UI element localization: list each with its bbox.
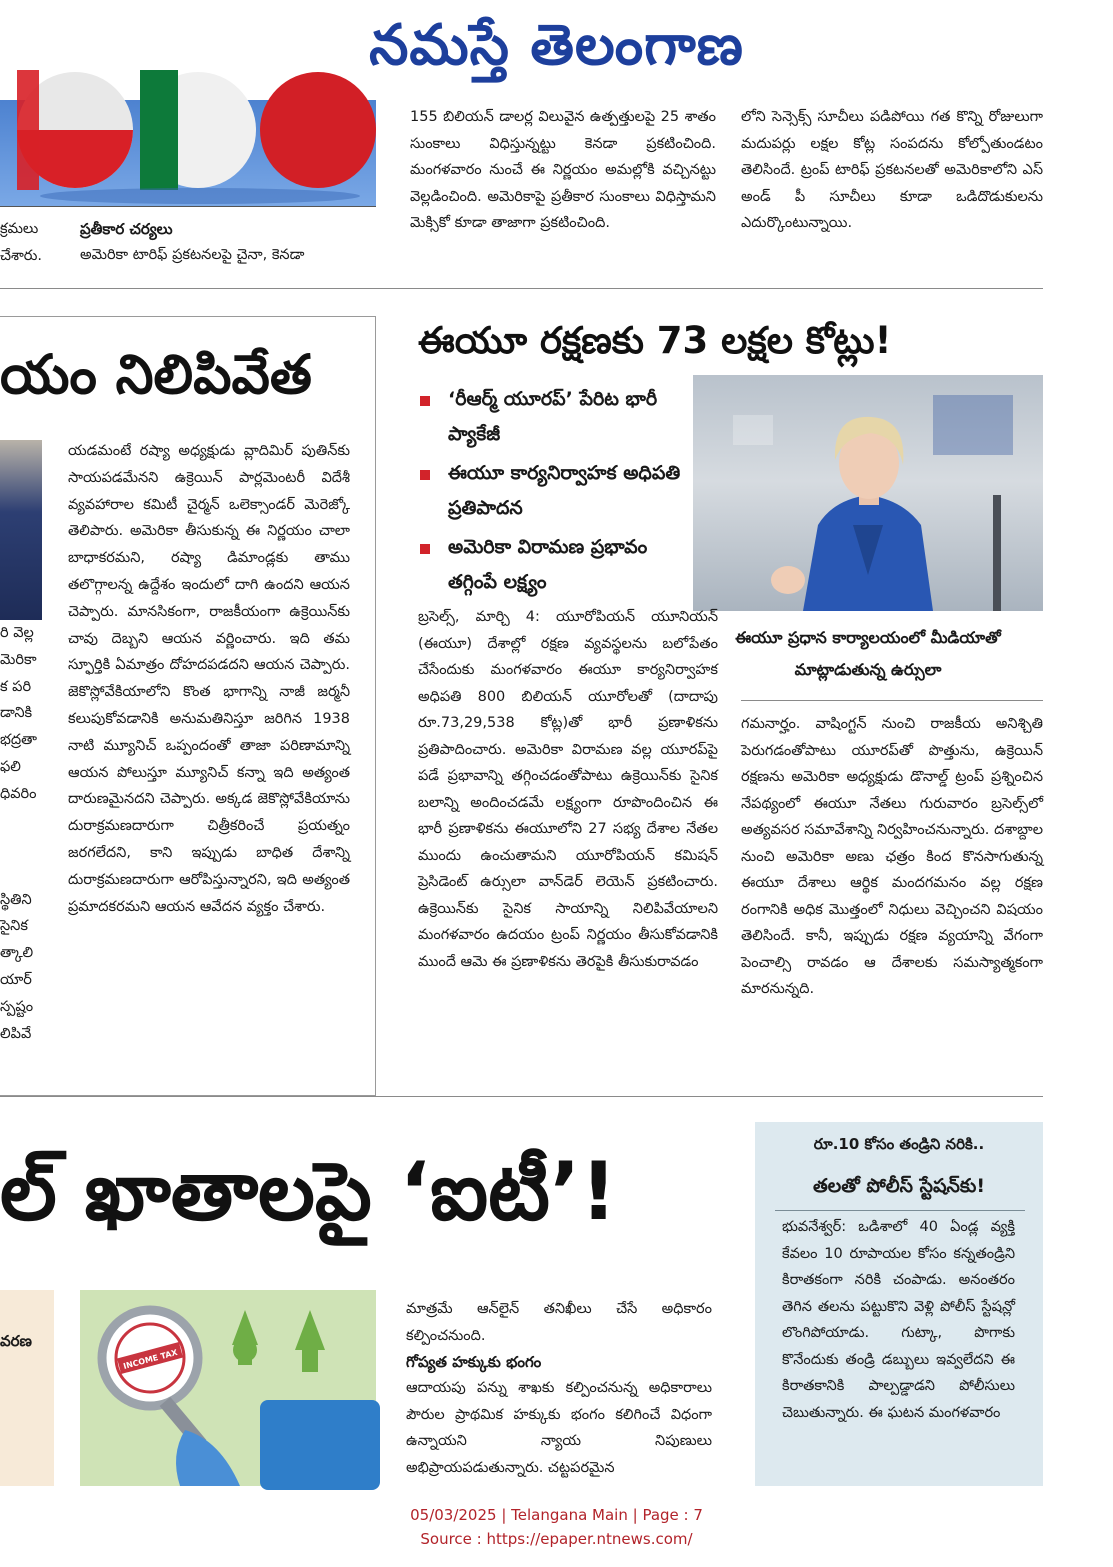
- it-story-text-2: ఆదాయపు పన్ను శాఖకు కల్పించనున్న అధికారాలు పౌరుల ప్రాథమిక హక్కుకు భంగం కలిగించే విధంగా ఉన్నాయని న్యాయ నిపుణులు అభిప్రాయపడుతున్నారు. చట్టపరమైన: [406, 1380, 712, 1476]
- eu-story-text-col1: బ్రసెల్స్, మార్చి 4: యూరోపియన్ యూనియన్ (ఈయూ) దేశాల్లో రక్షణ వ్యవస్థలను బలోపేతం చేసేందుకు మంగళవారం ఈయూ కార్యనిర్వాహక అధిపతి 800 బిలియన్ యూరోలతో (దాదాపు రూ.73,29,538 కోట్ల)తో భారీ ప్రణాళికను ప్రతిపాదించారు. అమెరికా విరామణ వల్ల యూరప్‌పై పడే ప్రభావాన్ని తగ్గించడంతోపాటు ఉక్రెయిన్‌కు సైనిక బలాన్ని అందించడమే లక్ష్యంగా రూపొందించిన ఈ భారీ ప్రణాళికను ఈయూలోని 27 సభ్య దేశాల నేతల ముందు ఉంచుతామని యూరోపియన్ కమిషన్ ప్రెసిడెంట్ ఉర్సులా వాన్‌డెర్ లెయెన్ ప్రకటించారు. ఉక్రెయిన్‌కు సైనిక సాయాన్ని నిలిపివేయాలని మంగళవారం ఉదయం ట్రంప్ నిర్ణయం తీసుకోవడానికి ముందే ఆమె ఈ ప్రణాళికను తెరపైకి తీసుకురావడం: [418, 609, 718, 970]
- brief-kicker: రూ.10 కోసం తండ్రిని నరికి..: [813, 1135, 985, 1153]
- income-tax-illustration: [80, 1290, 376, 1486]
- ursula-figure-image: [693, 375, 1043, 611]
- caption-fragment: క్రమలు: [0, 221, 39, 237]
- privacy-subheading: గోప్యత హక్కుకు భంగం: [406, 1353, 542, 1371]
- footer-source-link[interactable]: Source : https://epaper.ntnews.com/: [420, 1530, 693, 1548]
- panel-fragment-text: వరణ: [0, 1332, 32, 1350]
- it-headline: ల్ ఖాతాలపై ‘ఐటీ’!: [0, 1145, 617, 1238]
- bullet-square-icon: [420, 544, 430, 554]
- edge-fragment: డానికి: [0, 705, 33, 722]
- edge-fragment: ధివరిం: [0, 785, 37, 802]
- brief-text: భువనేశ్వర్: ఒడిశాలో 40 ఏండ్ల వ్యక్తి కేవలం 10 రూపాయల కోసం కన్నతండ్రిని కిరాతకంగా నరికి చంపాడు. అనంతరం తెగిన తలను పట్టుకొని వెళ్లి పోలీస్ స్టేషన్లో లొంగిపోయాడు. గుట్కా, పొగాకు కొనేందుకు తండ్రి డబ్బులు ఇవ్వలేదని ఈ కిరాతకానికి పాల్పడ్డాడని పోలీసులు చెబుతున్నారు. ఈ ఘటన మంగళవారం: [782, 1219, 1015, 1421]
- bullet-square-icon: [420, 396, 430, 406]
- masthead-title: నమస్తే తెలంగాణ: [369, 12, 744, 78]
- photo-caption: ఈయూ ప్రధాన కార్యాలయంలో మీడియాతో మాట్లాడుతున్న ఉర్సులా: [735, 628, 1001, 679]
- edge-fragment: స్థితిని: [0, 891, 32, 908]
- edge-fragment: త్కాలి: [0, 945, 34, 962]
- edge-fragment: మెరికా: [0, 651, 37, 668]
- eu-story-text-col2: గమనార్హం. వాషింగ్టన్ నుంచి రాజకీయ అనిశ్చితి పెరుగడంతోపాటు యూరప్‌తో పొత్తును, ఉక్రెయిన్ రక్షణను అమెరికా అధ్యక్షుడు డొనాల్డ్ ట్రంప్ ప్రశ్నించిన నేపథ్యంలో ఈయూ నేతలు గురువారం బ్రసెల్స్‌లో అత్యవసర సమావేశాన్ని నిర్వహించనున్నారు. దశాబ్దాల నుంచి అమెరికా అణు ఛత్రం కింద కొనసాగుతున్న ఈయూ దేశాలు ఆర్థిక మందగమనం వల్ల రక్షణ రంగానికి అధిక మొత్తంలో నిధులు వెచ్చించని విషయం తెలిసిందే. కానీ, ఇప్పుడు రక్షణ వ్యయాన్ని వేగంగా పెంచాల్సి రావడం ఆ దేశాలకు సమస్యాత్మకంగా మారనున్నది.: [741, 716, 1043, 997]
- ukraine-story-text: యడమంటే రష్యా అధ్యక్షుడు వ్లాదిమిర్ పుతిన్‌కు సాయపడమేనని ఉక్రెయిన్ పార్లమెంటరీ విదేశీ వ్యవహారాల కమిటీ చైర్మన్ ఒలెక్సాండర్ మెరెజ్కో తెలిపారు. అమెరికా తీసుకున్న ఈ నిర్ణయం చాలా బాధాకరమని, రష్యా డిమాండ్లకు తాము తలొగ్గాలన్న ఉద్దేశం ఇందులో దాగి ఉందని ఆయన చెప్పారు. మానసికంగా, రాజకీయంగా ఉక్రెయిన్‌కు చావు దెబ్బని ఆయన వర్ణించారు. ఇది తమ స్ఫూర్తికి ఏమాత్రం దోహదపడదని ఆయన చెప్పారు. జెకొస్లోవేకియాలోని కొంత భాగాన్ని నాజీ జర్మనీ కలుపుకోవడానికి అనుమతినిస్తూ జరిగిన 1938 నాటి మ్యూనిచ్ ఒప్పందంతో తాజా పరిణామాన్ని ఆయన పోలుస్తూ మ్యూనిచ్ కన్నా ఇది అత్యంత దారుణమైనదని చెప్పారు. అక్కడ జెకొస్లోవేకియాను దురాక్రమణదారుగా చిత్రీకరించే ప్రయత్నం జరగలేదని, కాని ఇప్పుడు బాధిత దేశాన్ని దురాక్రమణదారుగా ఆరోపిస్తున్నారని, ఇది అత్యంత ప్రమాదకరమని ఆయన ఆవేదన వ్యక్తం చేశారు.: [68, 443, 350, 915]
- canada-tariff-text: 155 బిలియన్ డాలర్ల విలువైన ఉత్పత్తులపై 25 శాతం సుంకాలు విధిస్తున్నట్టు కెనడా ప్రకటించింది. మంగళవారం నుంచే ఈ నిర్ణయం అమల్లోకి వచ్చినట్టు వెల్లడించింది. అమెరికాపై ప్రతీకార సుంకాలు విధిస్తామని మెక్సికో కూడా తాజాగా ప్రకటించింది.: [410, 109, 716, 231]
- edge-fragment: స్పష్టం: [0, 998, 34, 1015]
- edge-fragment: యార్: [0, 971, 32, 988]
- brief-headline: తలతో పోలీస్ స్టేషన్‌కు!: [812, 1175, 985, 1197]
- edge-fragment: ఫలి: [0, 758, 21, 775]
- flags-photo: [0, 100, 376, 206]
- ursula-photo: [693, 375, 1043, 611]
- bullet-square-icon: [420, 470, 430, 480]
- retaliation-subheading: ప్రతీకార చర్యలు: [80, 220, 173, 238]
- income-tax-badge: INCOME TAX: [122, 1347, 179, 1372]
- eu-highlight-item: ‘రీఆర్మ్ యూరప్’ పేరిట భారీ ప్యాకేజీ: [418, 382, 688, 452]
- edge-fragment: క పరి: [0, 678, 32, 695]
- edge-fragment: సైనిక: [0, 918, 28, 935]
- sensex-text: లోని సెన్సెక్స్ సూచీలు పడిపోయి గత కొన్ని రోజులుగా మదుపర్లు లక్షల కోట్ల సంపదను కోల్పోతుండటం తెలిసిందే. ట్రంప్ టారిఫ్ ప్రకటనలతో అమెరికాలోని ఎస్ అండ్ పీ సూచీలు కూడా ఒడిదొడుకులను ఎదుర్కొంటున్నాయి.: [741, 109, 1043, 231]
- edge-fragment: రి వెల్ల: [0, 625, 34, 641]
- footer-date-page: 05/03/2025 | Telangana Main | Page : 7: [410, 1506, 703, 1524]
- edge-fragment: భద్రతా: [0, 732, 37, 749]
- magnifier-rocket-image: [80, 1290, 376, 1486]
- retaliation-text: అమెరికా టారిఫ్ ప్రకటనలపై చైనా, కెనడా: [80, 247, 305, 263]
- eu-highlight-item: అమెరికా విరామణ ప్రభావం తగ్గింపే లక్ష్యం: [418, 530, 688, 600]
- eu-headline: ఈయూ రక్షణకు 73 లక్షల కోట్లు!: [418, 319, 892, 362]
- eu-highlight-item: ఈయూ కార్యనిర్వాహక అధిపతి ప్రతిపాదన: [418, 456, 688, 526]
- it-story-text-1: మాత్రమే ఆన్‌లైన్ తనిఖీలు చేసే అధికారం కల్పించనుంది.: [406, 1301, 712, 1344]
- flag-balls-image: [0, 100, 376, 206]
- eu-highlights: [418, 382, 688, 604]
- caption-fragment-2: చేశారు.: [0, 247, 43, 264]
- ukraine-headline: యం నిలిపివేత: [0, 343, 312, 406]
- edge-fragment: లిపివే: [0, 1025, 32, 1042]
- left-panel-fragment: [0, 1290, 54, 1486]
- trump-photo-fragment: [0, 440, 42, 620]
